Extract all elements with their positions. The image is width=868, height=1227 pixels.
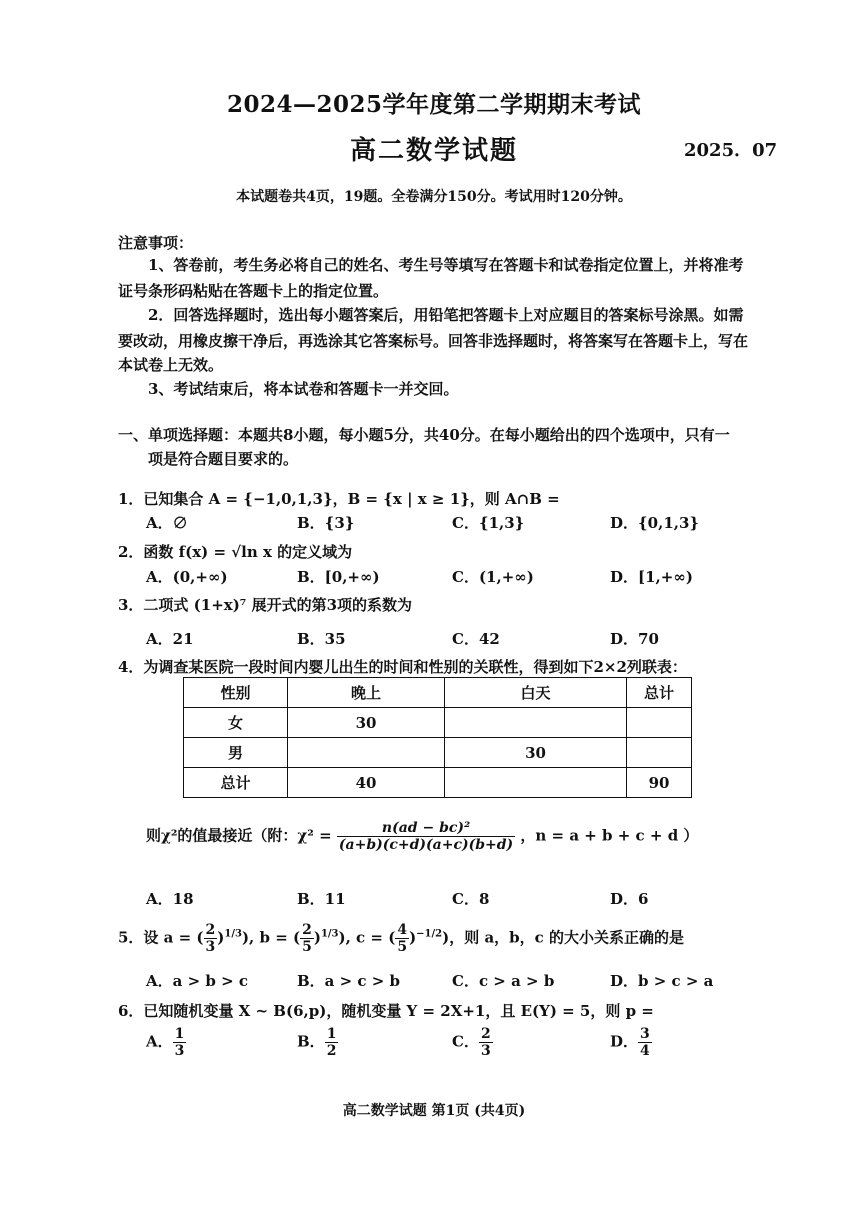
q6-option-c-label: C． [452,1032,479,1051]
q5-tail: )，则 a，b，c 的大小关系正确的是 [442,928,685,947]
q6-option-c-fraction [479,1026,493,1059]
q6-b-num: 1 [326,1026,337,1042]
q3-option-d: D．70 [610,630,659,648]
exam-date: 2025．07 [684,140,778,161]
section-1-line-2: 项是符合题目要求的。 [148,450,299,468]
q5-a-den: 3 [205,939,216,955]
notice-heading: 注意事项： [118,234,194,252]
notice-line-1: 1、答卷前，考生务必将自己的姓名、考生号等填写在答题卡和试卷指定位置上，并将准考 [148,256,744,274]
q6-option-b-label: B． [297,1032,325,1051]
notice-line-5: 本试卷上无效。 [118,356,224,374]
formula-denominator: (a+b)(c+d)(a+c)(b+d) [338,837,514,853]
q5-b-den: 5 [302,939,312,955]
q5-c-den: 5 [397,939,408,955]
q5-c-lead: ), c = ( [338,928,396,947]
chi-square-formula [146,820,698,853]
question-5-stem: 5．设 a = ( $\frac{2}{3}$ )$^{1/3}$), b = ( $\frac{2}{5}$ )$^{1/3}$), c = ( $\frac{4}{5}$ )$^{-1/2}$)，则 a，b，c 的大小关系正确的是 [118,922,685,955]
q1-option-a: A．∅ [146,514,188,532]
q6-option-a-fraction [173,1026,187,1059]
table-cell: 总计 [184,768,288,798]
table-cell: 30 [445,738,627,768]
notice-line-4: 要改动，用橡皮擦干净后，再选涂其它答案标号。回答非选择题时，将答案写在答题卡上，写在 [118,332,749,350]
table-row [184,768,692,798]
notice-line-6: 3、考试结束后，将本试卷和答题卡一并交回。 [148,380,459,398]
formula-suffix: ，n = a + b + c + d ） [520,826,699,845]
table-header-cell: 总计 [627,678,692,708]
q4-option-c: C．8 [452,890,490,908]
exam-subtitle: 高二数学试题 [349,136,518,166]
question-1-stem: 1．已知集合 A = {−1,0,1,3}，B = {x | x ≥ 1}，则 A∩B = [118,490,560,508]
q5-c-num: 4 [397,922,408,938]
table-cell [627,738,692,768]
q5-lead: 5．设 a = ( [118,928,204,947]
q5-a-exp: 1/3 [224,928,242,940]
question-6-stem: 6．已知随机变量 X ~ B(6,p)，随机变量 Y = 2X+1，且 E(Y) = 5，则 p = [118,1002,654,1020]
exam-info: 本试题卷共4页，19题。全卷满分150分。考试用时120分钟。 [236,189,632,205]
q6-option-a-label: A． [146,1032,173,1051]
table-cell: 男 [184,738,288,768]
q2-option-d: D．[1,+∞) [610,568,693,586]
table-row [184,708,692,738]
contingency-table [183,677,692,798]
q5-a-fraction [204,922,218,955]
q6-option-d-fraction [638,1026,652,1059]
q5-b-num: 2 [302,922,312,938]
table-cell: 女 [184,708,288,738]
q6-d-den: 4 [640,1043,650,1059]
q3-option-b: B．35 [297,630,346,648]
exam-title: 2024—2025学年度第二学期期末考试 [226,91,642,118]
q6-option-b [297,1026,338,1059]
section-1-line-1: 一、单项选择题：本题共8小题，每小题5分，共40分。在每小题给出的四个选项中，只有一 [118,426,730,444]
q6-option-a [146,1026,186,1059]
table-cell [445,768,627,798]
q6-a-num: 1 [174,1026,185,1042]
q6-option-d-label: D． [610,1032,639,1051]
q3-option-c: C．42 [452,630,500,648]
q4-option-d: D．6 [610,890,649,908]
table-cell: 40 [288,768,445,798]
q5-c-exp: −1/2 [416,928,443,940]
q6-a-den: 3 [174,1043,185,1059]
q6-option-b-fraction [325,1026,339,1059]
q2-option-a: A．(0,+∞) [146,568,228,586]
table-header-row [184,678,692,708]
q6-c-num: 2 [480,1026,491,1042]
q4-option-b: B．11 [297,890,346,908]
q3-option-a: A．21 [146,630,194,648]
q5-option-a: A．a > b > c [146,972,249,990]
q5-b-lead: ), b = ( [241,928,301,947]
q6-d-num: 3 [640,1026,650,1042]
q2-option-c: C．(1,+∞) [452,568,534,586]
q6-option-d [610,1026,652,1059]
question-4-stem: 4．为调查某医院一段时间内婴儿出生的时间和性别的关联性，得到如下2×2列联表： [118,658,687,676]
question-3-stem: 3．二项式 (1+x)⁷ 展开式的第3项的系数为 [118,596,413,614]
q1-option-b: B．{3} [297,514,355,532]
q5-b-exp: 1/3 [320,928,339,940]
notice-line-3: 2．回答选择题时，选出每小题答案后，用铅笔把答题卡上对应题目的答案标号涂黑。如需 [148,306,744,324]
table-cell [445,708,627,738]
q6-option-c [452,1026,493,1059]
table-header-cell: 白天 [445,678,627,708]
q5-option-d: D．b > c > a [610,972,714,990]
table-cell [627,708,692,738]
q5-option-c: C．c > a > b [452,972,555,990]
table-cell: 90 [627,768,692,798]
formula-numerator: n(ad − bc)² [337,820,515,837]
q1-option-c: C．{1,3} [452,514,525,532]
q2-option-b: B．[0,+∞) [297,568,380,586]
formula-fraction [337,820,515,853]
table-header-cell: 晚上 [288,678,445,708]
table-cell [288,738,445,768]
q4-option-a: A．18 [146,890,194,908]
table-cell: 30 [288,708,445,738]
q5-a-num: 2 [205,922,216,938]
q6-b-den: 2 [326,1043,337,1059]
q5-c-fraction [395,922,409,955]
question-2-stem: 2．函数 f(x) = √ln x 的定义域为 [118,543,353,561]
table-header-cell: 性别 [184,678,288,708]
notice-line-2: 证号条形码粘贴在答题卡上的指定位置。 [118,282,389,300]
table-row [184,738,692,768]
page-footer: 高二数学试题 第1页 (共4页) [342,1103,526,1119]
q6-c-den: 3 [480,1043,491,1059]
q5-option-b: B．a > c > b [297,972,401,990]
q5-b-fraction [300,922,314,955]
formula-prefix: 则χ²的值最接近（附：χ² = [146,826,332,845]
q1-option-d: D．{0,1,3} [610,514,700,532]
